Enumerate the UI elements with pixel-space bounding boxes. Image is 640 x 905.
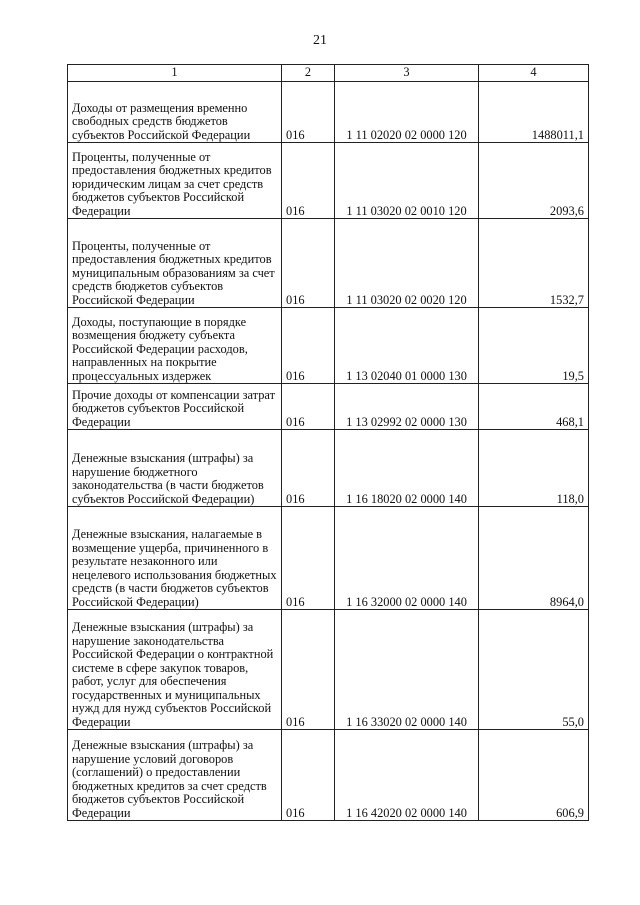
table-row (68, 730, 589, 821)
table-row (68, 82, 589, 143)
table-row (68, 308, 589, 384)
table-row (68, 430, 589, 507)
column-header-3: 3 (335, 65, 479, 82)
amount-value: 2093,6 (479, 143, 589, 219)
budget-classification-code: 1 16 42020 02 0000 140 (335, 730, 479, 821)
revenue-name: Доходы, поступающие в порядке возмещения бюджету субъекта Российской Федерации расходов, направленных на покрытие процессуальных издержек (68, 308, 282, 384)
amount-value: 118,0 (479, 430, 589, 507)
administrator-code: 016 (282, 82, 335, 143)
amount-value: 8964,0 (479, 507, 589, 610)
revenue-name: Денежные взыскания (штрафы) за нарушение законодательства Российской Федерации о контрактной системе в сфере закупок товаров, работ, услуг для обеспечения государственных и муниципальных нужд для нужд субъектов Российской Федерации (68, 610, 282, 730)
amount-value: 606,9 (479, 730, 589, 821)
amount-value: 1488011,1 (479, 82, 589, 143)
amount-value: 19,5 (479, 308, 589, 384)
budget-classification-code: 1 11 02020 02 0000 120 (335, 82, 479, 143)
revenue-name: Проценты, полученные от предоставления бюджетных кредитов муниципальным образованиям за счет средств бюджетов субъектов Российской Федерации (68, 219, 282, 308)
administrator-code: 016 (282, 730, 335, 821)
table-header-row (68, 65, 589, 82)
amount-value: 468,1 (479, 384, 589, 430)
revenue-table (67, 64, 589, 821)
revenue-name: Прочие доходы от компенсации затрат бюджетов субъектов Российской Федерации (68, 384, 282, 430)
amount-value: 1532,7 (479, 219, 589, 308)
table-row (68, 219, 589, 308)
table-row (68, 384, 589, 430)
revenue-name: Денежные взыскания (штрафы) за нарушение условий договоров (соглашений) о предоставлении бюджетных кредитов за счет средств бюджетов субъектов Российской Федерации (68, 730, 282, 821)
budget-classification-code: 1 13 02040 01 0000 130 (335, 308, 479, 384)
column-header-1: 1 (68, 65, 282, 82)
revenue-name: Доходы от размещения временно свободных средств бюджетов субъектов Российской Федерации (68, 82, 282, 143)
administrator-code: 016 (282, 308, 335, 384)
budget-classification-code: 1 16 33020 02 0000 140 (335, 610, 479, 730)
administrator-code: 016 (282, 507, 335, 610)
table-row (68, 143, 589, 219)
table-row (68, 610, 589, 730)
budget-classification-code: 1 11 03020 02 0020 120 (335, 219, 479, 308)
budget-classification-code: 1 13 02992 02 0000 130 (335, 384, 479, 430)
revenue-name: Проценты, полученные от предоставления бюджетных кредитов юридическим лицам за счет средств бюджетов субъектов Российской Федерации (68, 143, 282, 219)
budget-classification-code: 1 16 18020 02 0000 140 (335, 430, 479, 507)
revenue-name: Денежные взыскания, налагаемые в возмещение ущерба, причиненного в результате незаконного или нецелевого использования бюджетных средств (в части бюджетов субъектов Российской Федерации) (68, 507, 282, 610)
page-number: 21 (313, 33, 327, 48)
budget-classification-code: 1 16 32000 02 0000 140 (335, 507, 479, 610)
revenue-name: Денежные взыскания (штрафы) за нарушение бюджетного законодательства (в части бюджетов субъектов Российской Федерации) (68, 430, 282, 507)
administrator-code: 016 (282, 610, 335, 730)
administrator-code: 016 (282, 143, 335, 219)
table-row (68, 507, 589, 610)
budget-classification-code: 1 11 03020 02 0010 120 (335, 143, 479, 219)
administrator-code: 016 (282, 384, 335, 430)
column-header-2: 2 (282, 65, 335, 82)
administrator-code: 016 (282, 430, 335, 507)
column-header-4: 4 (479, 65, 589, 82)
administrator-code: 016 (282, 219, 335, 308)
amount-value: 55,0 (479, 610, 589, 730)
